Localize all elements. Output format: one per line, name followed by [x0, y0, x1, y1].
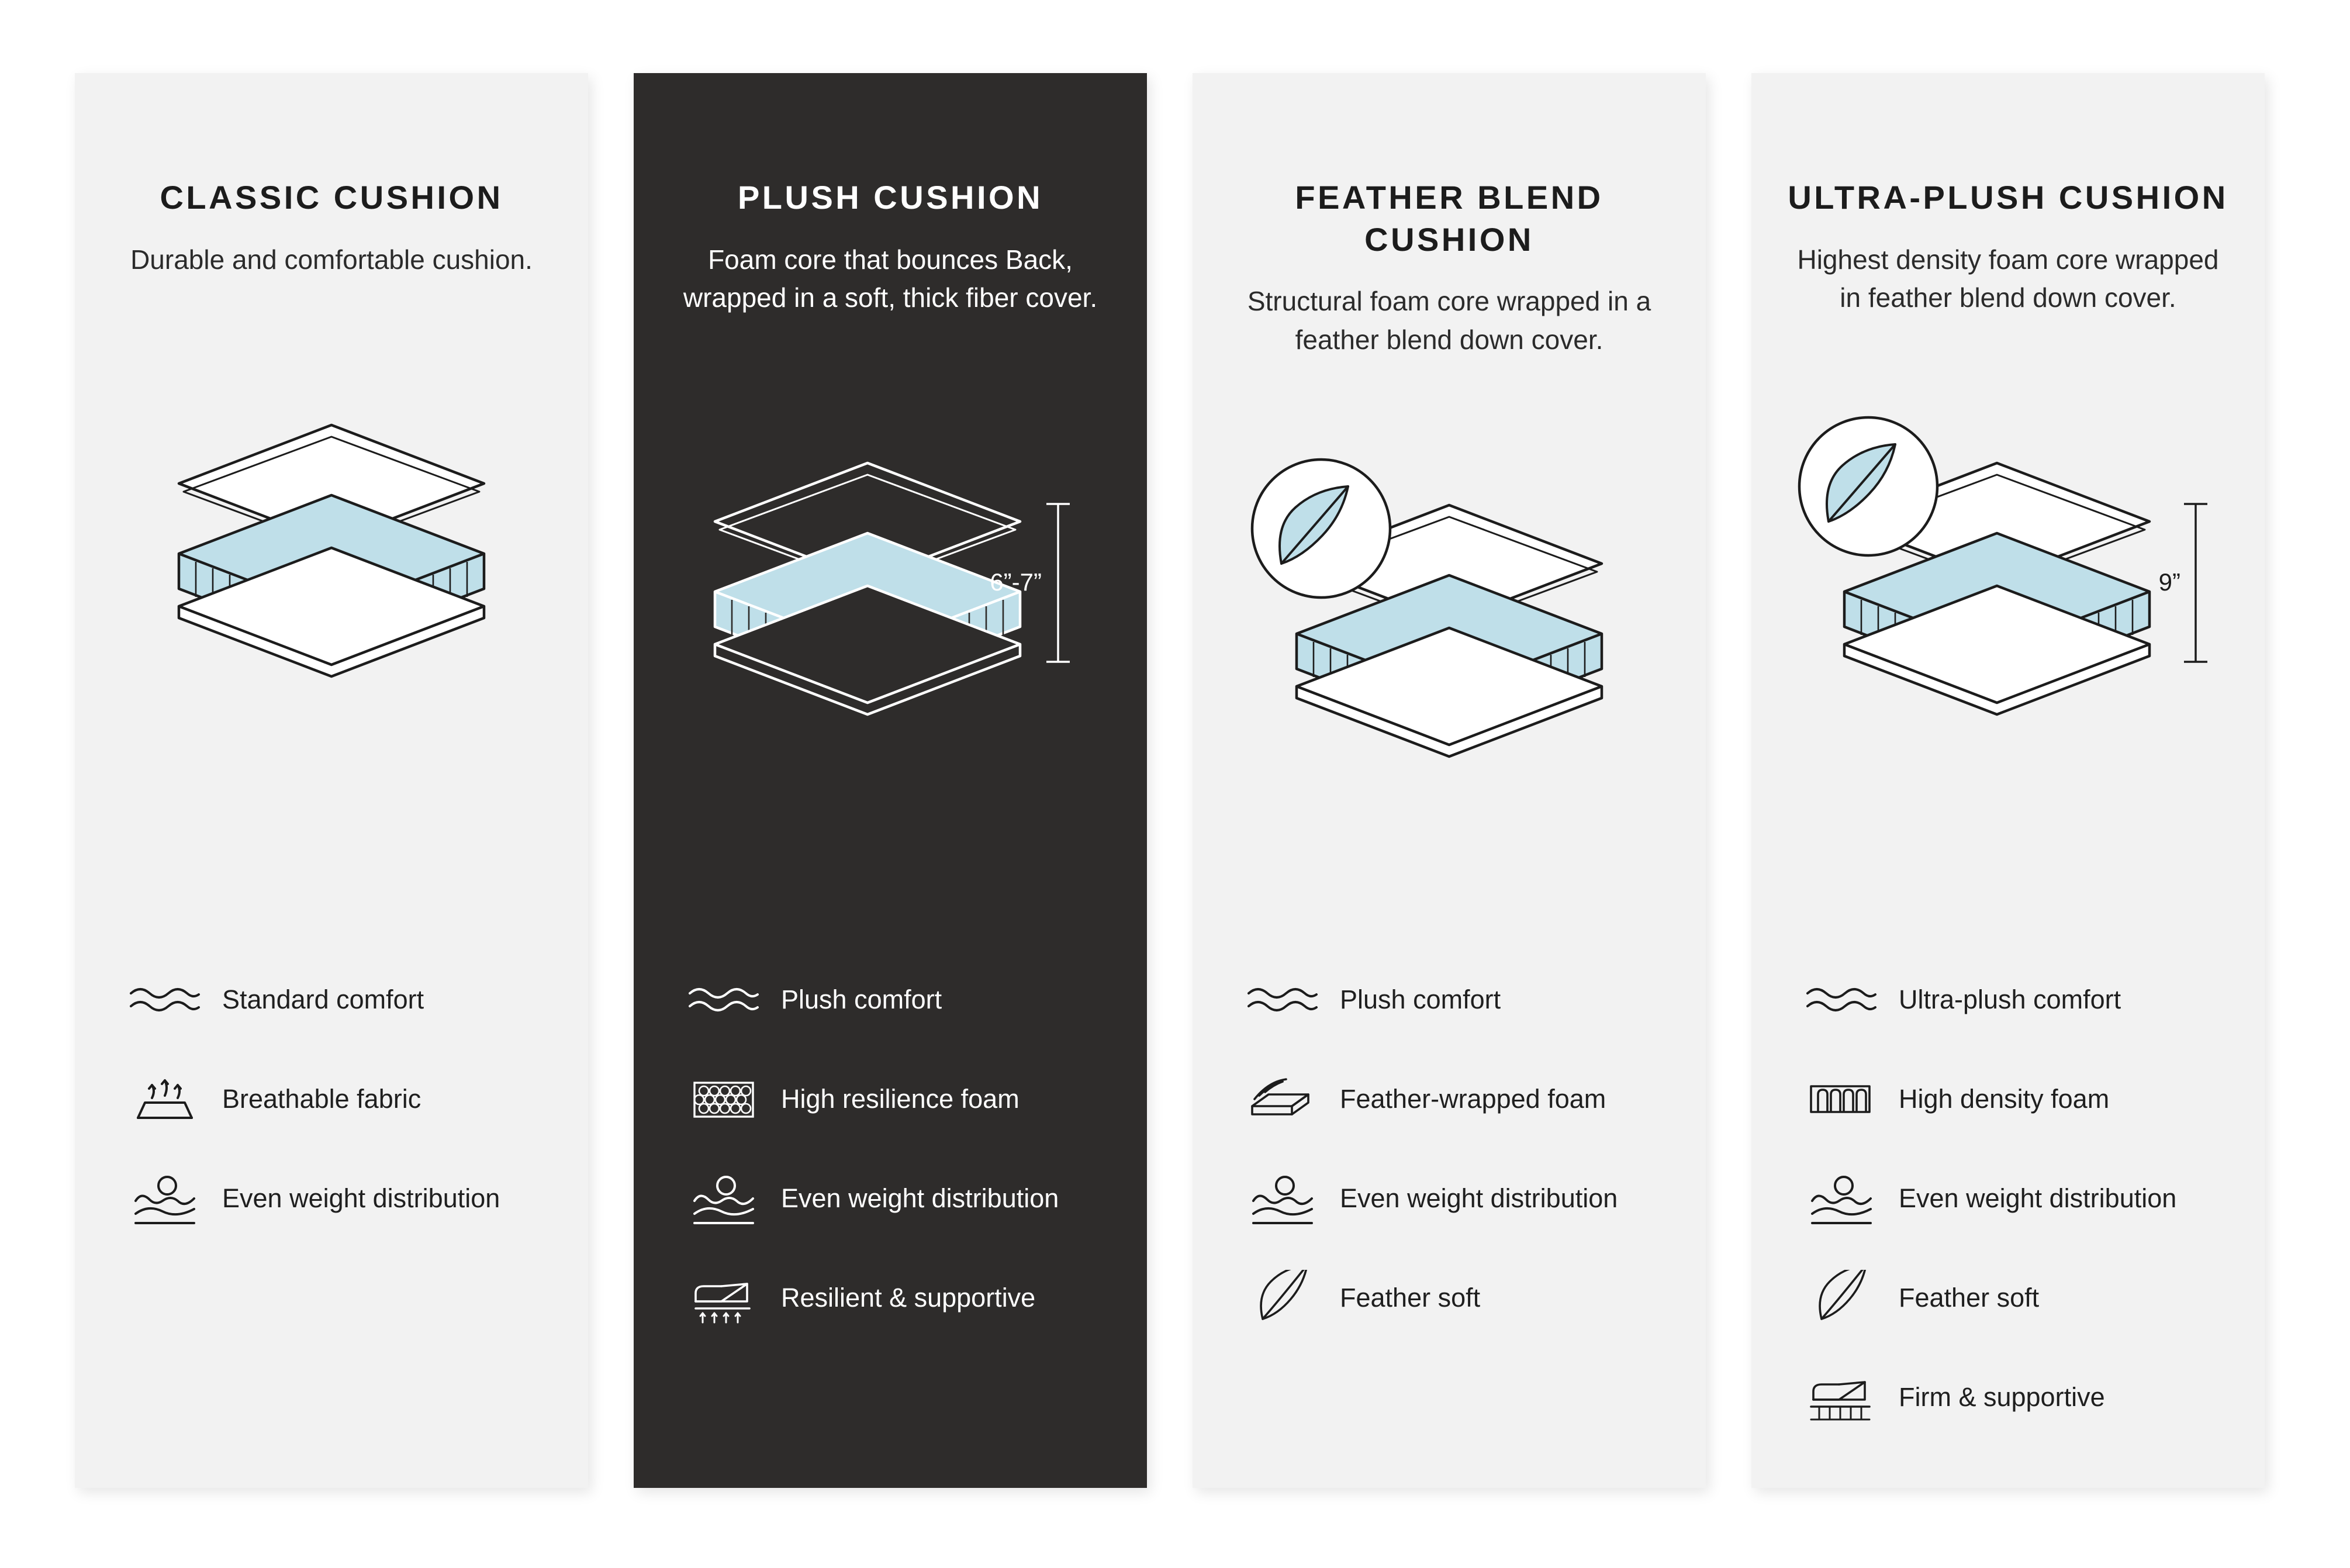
cushion-card-plush-cushion — [634, 73, 1147, 1488]
resilient-support-icon — [686, 1270, 774, 1326]
feature-label: Even weight distribution — [1899, 1183, 2177, 1214]
card-description: Durable and comfortable cushion. — [130, 244, 533, 275]
feature-label: Resilient & supportive — [781, 1283, 1036, 1313]
weight-distribution-icon — [686, 1170, 774, 1227]
waves-icon — [1245, 980, 1333, 1019]
feature-list — [1751, 950, 2265, 1447]
cushion-card-classic-cushion — [75, 73, 588, 1488]
cushion-card-ultra-plush-cushion — [1751, 73, 2265, 1488]
card-description: Highest density foam core wrapped in feather blend down cover. — [1797, 244, 2219, 313]
card-title: PLUSH CUSHION — [737, 179, 1043, 216]
feature-label: Feather soft — [1340, 1283, 1481, 1313]
feature-label: Feather soft — [1899, 1283, 2040, 1313]
feature-label: Ultra-plush comfort — [1899, 985, 2121, 1015]
breathable-fabric-icon — [127, 1072, 215, 1126]
feature-label: Plush comfort — [1340, 985, 1501, 1015]
feature-label: Standard comfort — [222, 985, 424, 1015]
feature-item — [1804, 1348, 2230, 1447]
feature-label: Even weight distribution — [781, 1183, 1059, 1214]
cushion-card-feather-blend-cushion — [1193, 73, 1706, 1488]
feature-item — [127, 950, 553, 1049]
cushion-card-list — [75, 73, 2265, 1488]
feather-icon — [1804, 1270, 1892, 1326]
feature-item — [1245, 1248, 1671, 1348]
cushion-diagram-classic — [75, 291, 588, 700]
feature-label: Breathable fabric — [222, 1084, 421, 1114]
feature-item — [1804, 950, 2230, 1049]
honeycomb-foam-icon — [686, 1072, 774, 1126]
weight-distribution-icon — [127, 1170, 215, 1227]
feature-label: High resilience foam — [781, 1084, 1020, 1114]
card-title: FEATHER BLEND CUSHION — [1295, 179, 1603, 258]
feature-label: Plush comfort — [781, 985, 942, 1015]
weight-distribution-icon — [1804, 1170, 1892, 1227]
feature-item — [686, 1248, 1112, 1348]
feature-item — [1245, 1149, 1671, 1248]
feature-item — [127, 1049, 553, 1149]
dimension-label-text: 9” — [2158, 568, 2180, 596]
feather-wrapped-foam-icon — [1245, 1072, 1333, 1126]
waves-icon — [127, 980, 215, 1019]
high-density-foam-icon — [1804, 1076, 1892, 1123]
waves-icon — [686, 980, 774, 1019]
feature-item — [1804, 1149, 2230, 1248]
card-title: CLASSIC CUSHION — [160, 179, 503, 216]
weight-distribution-icon — [1245, 1170, 1333, 1227]
cushion-diagram-ultra-plush — [1751, 329, 2265, 738]
cushion-diagram-feather-blend — [1193, 371, 1706, 780]
feature-item — [1804, 1049, 2230, 1149]
feature-list — [1193, 950, 1706, 1348]
feature-list — [634, 950, 1147, 1348]
feature-label: Firm & supportive — [1899, 1382, 2105, 1412]
feature-label: Even weight distribution — [1340, 1183, 1618, 1214]
feature-list — [75, 950, 588, 1248]
waves-icon — [1804, 980, 1892, 1019]
feature-item — [686, 1149, 1112, 1248]
firm-support-icon — [1804, 1370, 1892, 1424]
card-description: Foam core that bounces Back, wrapped in a soft, thick fiber cover. — [683, 244, 1098, 313]
cushion-diagram-plush — [634, 329, 1147, 738]
feather-icon — [1245, 1270, 1333, 1326]
card-title: ULTRA-PLUSH CUSHION — [1788, 179, 2228, 216]
feature-item — [686, 950, 1112, 1049]
feature-item — [686, 1049, 1112, 1149]
feature-item — [1804, 1248, 2230, 1348]
dimension-label-text: 6”-7” — [990, 568, 1042, 596]
feature-item — [1245, 950, 1671, 1049]
feature-label: Feather-wrapped foam — [1340, 1084, 1606, 1114]
feature-label: High density foam — [1899, 1084, 2110, 1114]
card-description: Structural foam core wrapped in a feather blend down cover. — [1247, 286, 1651, 355]
feature-label: Even weight distribution — [222, 1183, 500, 1214]
feature-item — [1245, 1049, 1671, 1149]
feature-item — [127, 1149, 553, 1248]
